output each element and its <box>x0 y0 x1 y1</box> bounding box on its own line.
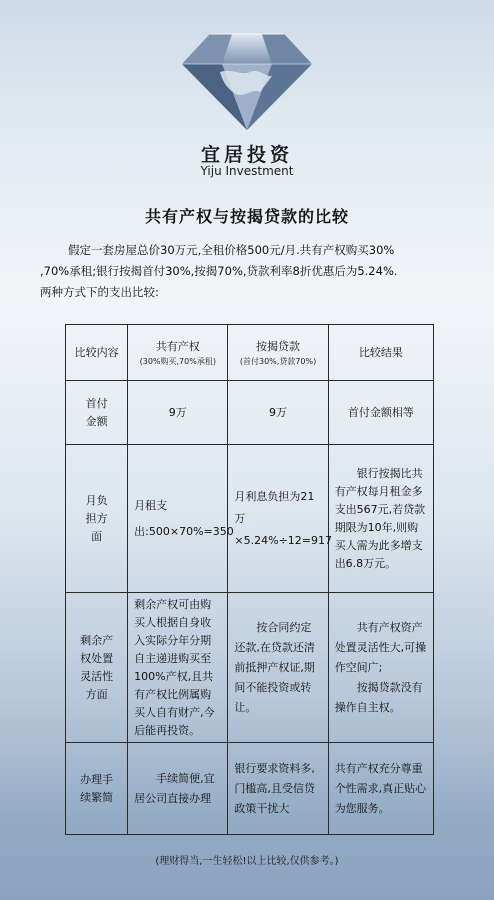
table-cell: 银行按揭比共有产权每月租金多支出567元,若贷款期限为10年,则购买人需为此多增支出6.8万元。 <box>328 445 433 593</box>
table-row <box>66 381 434 445</box>
table-cell: 首付金额相等 <box>328 381 433 445</box>
table-cell: 月租支出:500×70%=350 <box>128 445 228 593</box>
intro-line: ,70%承租;银行按揭首付30%,按揭70%,贷款利率8折优惠后为5.24%. <box>40 264 398 278</box>
result-text: 共有产权资产处置灵活性大,可操作空间广; <box>334 620 427 674</box>
footer-note: (理财得当,一生轻松!以上比较,仅供参考。) <box>155 856 339 867</box>
table-cell: 剩余产权可由购买人根据自身收入实际分年分期自主递进购买至100%产权,且共有产权比例属购买人自有财产,今后能再投资。 <box>128 593 228 743</box>
brand-name-en: Yiju Investment <box>200 164 294 178</box>
table-cell: 手续简便,宜居公司直接办理 <box>128 743 228 835</box>
table-cell: 月利息负担为21万×5.24%÷12=917 <box>228 445 328 593</box>
table-cell: 9万 <box>228 381 328 445</box>
diamond-logo-icon <box>180 28 314 132</box>
result-text: 按揭贷款没有操作自主权。 <box>334 680 423 714</box>
row-label: 剩余产权处置灵活性方面 <box>66 593 128 743</box>
table-cell: 共有产权充分尊重个性需求,真正贴心为您服务。 <box>328 743 433 835</box>
intro-paragraph <box>40 240 454 303</box>
table-row <box>66 445 434 593</box>
table-cell: 银行要求资料多,门槛高,且受信贷政策干扰大 <box>228 743 328 835</box>
comparison-table <box>65 324 434 835</box>
table-row <box>66 593 434 743</box>
header-cell <box>128 325 228 381</box>
header-cell <box>66 325 128 381</box>
row-label: 首付金额 <box>66 381 128 445</box>
table-cell: 9万 <box>128 381 228 445</box>
header-label: 按揭贷款 <box>256 339 301 353</box>
header-label: 共有产权 <box>155 339 200 353</box>
header-sublabel: (30%购买,70%承租) <box>139 356 216 366</box>
table-cell <box>328 593 433 743</box>
header-cell <box>328 325 433 381</box>
header-cell <box>228 325 328 381</box>
intro-line: 两种方式下的支出比较: <box>40 285 159 299</box>
brand-header <box>0 0 494 190</box>
table-cell: 按合同约定还款,在贷款还清前抵押产权证,期间不能投资或转让。 <box>228 593 328 743</box>
header-sublabel: (首付30%,贷款70%) <box>239 356 317 366</box>
header-label: 比较结果 <box>358 345 403 359</box>
table-header-row <box>66 325 434 381</box>
row-label: 月负担方面 <box>66 445 128 593</box>
header-label: 比较内容 <box>74 345 119 359</box>
brand-name-cn: 宜居投资 <box>200 144 293 166</box>
intro-line: 假定一套房屋总价30万元,全租价格500元/月.共有产权购买30% <box>68 243 395 257</box>
row-label: 办理手续繁简 <box>66 743 128 835</box>
page-title: 共有产权与按揭贷款的比较 <box>144 207 349 226</box>
table-row <box>66 743 434 835</box>
